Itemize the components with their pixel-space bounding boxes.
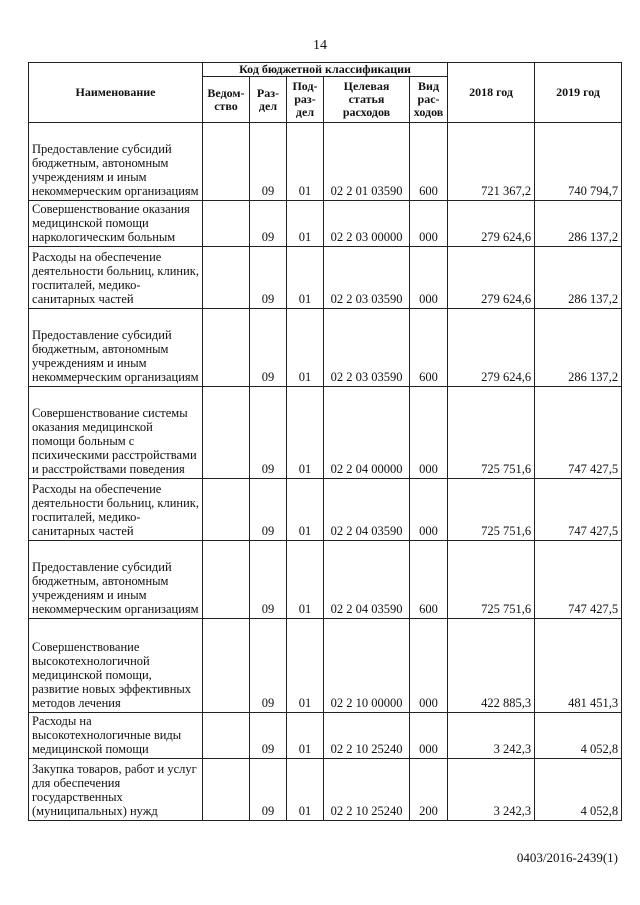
row-expense-type: 000 [410,713,448,759]
row-ministry [203,541,250,619]
table-row [29,387,622,479]
row-expense-type: 000 [410,619,448,713]
row-subsection: 01 [287,201,324,247]
row-section: 09 [250,309,287,387]
row-expense-type: 600 [410,309,448,387]
header-name: Наименование [29,63,203,123]
row-name: Совершенствование высокотехнологичной медицинской помощи, развитие новых эффективных методов лечения [29,619,203,713]
row-amount-2018: 725 751,6 [448,541,535,619]
header-year-2019: 2019 год [535,63,622,123]
row-amount-2019: 286 137,2 [535,201,622,247]
row-section: 09 [250,713,287,759]
row-amount-2019: 4 052,8 [535,759,622,821]
table-row [29,247,622,309]
header-target-article: Целевая статья расходов [324,77,410,123]
row-expense-type: 600 [410,541,448,619]
row-subsection: 01 [287,759,324,821]
header-subsection: Под-раз-дел [287,77,324,123]
row-subsection: 01 [287,479,324,541]
row-amount-2019: 286 137,2 [535,309,622,387]
table-row [29,619,622,713]
row-subsection: 01 [287,309,324,387]
row-amount-2018: 279 624,6 [448,201,535,247]
row-target-article: 02 2 03 00000 [324,201,410,247]
row-section: 09 [250,619,287,713]
row-amount-2019: 286 137,2 [535,247,622,309]
row-amount-2018: 3 242,3 [448,713,535,759]
row-amount-2019: 481 451,3 [535,619,622,713]
row-amount-2018: 279 624,6 [448,247,535,309]
row-name: Предоставление субсидий бюджетным, автономным учреждениям и иным некоммерческим организациям [29,123,203,201]
row-section: 09 [250,123,287,201]
row-ministry [203,247,250,309]
row-subsection: 01 [287,387,324,479]
table-row [29,713,622,759]
table-row [29,479,622,541]
row-subsection: 01 [287,123,324,201]
header-year-2018: 2018 год [448,63,535,123]
row-target-article: 02 2 10 25240 [324,713,410,759]
row-expense-type: 600 [410,123,448,201]
page-number: 14 [313,38,327,53]
row-amount-2019: 747 427,5 [535,541,622,619]
row-target-article: 02 2 04 03590 [324,479,410,541]
row-subsection: 01 [287,247,324,309]
row-name: Закупка товаров, работ и услуг для обеспечения государственных (муниципальных) нужд [29,759,203,821]
row-ministry [203,479,250,541]
document-code: 0403/2016-2439(1) [516,850,618,865]
row-amount-2019: 747 427,5 [535,479,622,541]
row-ministry [203,759,250,821]
header-section: Раз-дел [250,77,287,123]
header-ministry: Ведом-ство [203,77,250,123]
row-amount-2018: 422 885,3 [448,619,535,713]
row-expense-type: 200 [410,759,448,821]
row-section: 09 [250,541,287,619]
row-name: Предоставление субсидий бюджетным, автономным учреждениям и иным некоммерческим организациям [29,309,203,387]
row-expense-type: 000 [410,387,448,479]
row-ministry [203,713,250,759]
row-subsection: 01 [287,713,324,759]
table-row [29,123,622,201]
row-section: 09 [250,479,287,541]
row-amount-2019: 740 794,7 [535,123,622,201]
row-amount-2018: 725 751,6 [448,479,535,541]
row-section: 09 [250,759,287,821]
row-amount-2019: 747 427,5 [535,387,622,479]
row-amount-2018: 721 367,2 [448,123,535,201]
row-target-article: 02 2 03 03590 [324,247,410,309]
row-amount-2018: 279 624,6 [448,309,535,387]
row-target-article: 02 2 10 25240 [324,759,410,821]
header-budget-classification: Код бюджетной классификации [203,63,448,77]
row-amount-2019: 4 052,8 [535,713,622,759]
row-target-article: 02 2 04 03590 [324,541,410,619]
row-name: Расходы на обеспечение деятельности больниц, клиник, госпиталей, медико-санитарных частей [29,247,203,309]
row-expense-type: 000 [410,201,448,247]
row-ministry [203,387,250,479]
row-name: Совершенствование системы оказания медицинской помощи больным с психическими расстройствами и расстройствами поведения [29,387,203,479]
row-subsection: 01 [287,619,324,713]
row-amount-2018: 725 751,6 [448,387,535,479]
row-target-article: 02 2 01 03590 [324,123,410,201]
header-expense-type: Вид рас-ходов [410,77,448,123]
row-name: Расходы на высокотехнологичные виды медицинской помощи [29,713,203,759]
row-target-article: 02 2 10 00000 [324,619,410,713]
row-ministry [203,201,250,247]
row-subsection: 01 [287,541,324,619]
row-ministry [203,619,250,713]
row-amount-2018: 3 242,3 [448,759,535,821]
row-section: 09 [250,247,287,309]
row-name: Совершенствование оказания медицинской помощи наркологическим больным [29,201,203,247]
row-expense-type: 000 [410,247,448,309]
row-name: Предоставление субсидий бюджетным, автономным учреждениям и иным некоммерческим организациям [29,541,203,619]
row-name: Расходы на обеспечение деятельности больниц, клиник, госпиталей, медико-санитарных частей [29,479,203,541]
row-expense-type: 000 [410,479,448,541]
table-row [29,201,622,247]
table-row [29,541,622,619]
row-target-article: 02 2 04 00000 [324,387,410,479]
table-row [29,309,622,387]
row-ministry [203,123,250,201]
row-ministry [203,309,250,387]
row-section: 09 [250,201,287,247]
table-row [29,759,622,821]
budget-table [28,62,622,821]
row-section: 09 [250,387,287,479]
row-target-article: 02 2 03 03590 [324,309,410,387]
